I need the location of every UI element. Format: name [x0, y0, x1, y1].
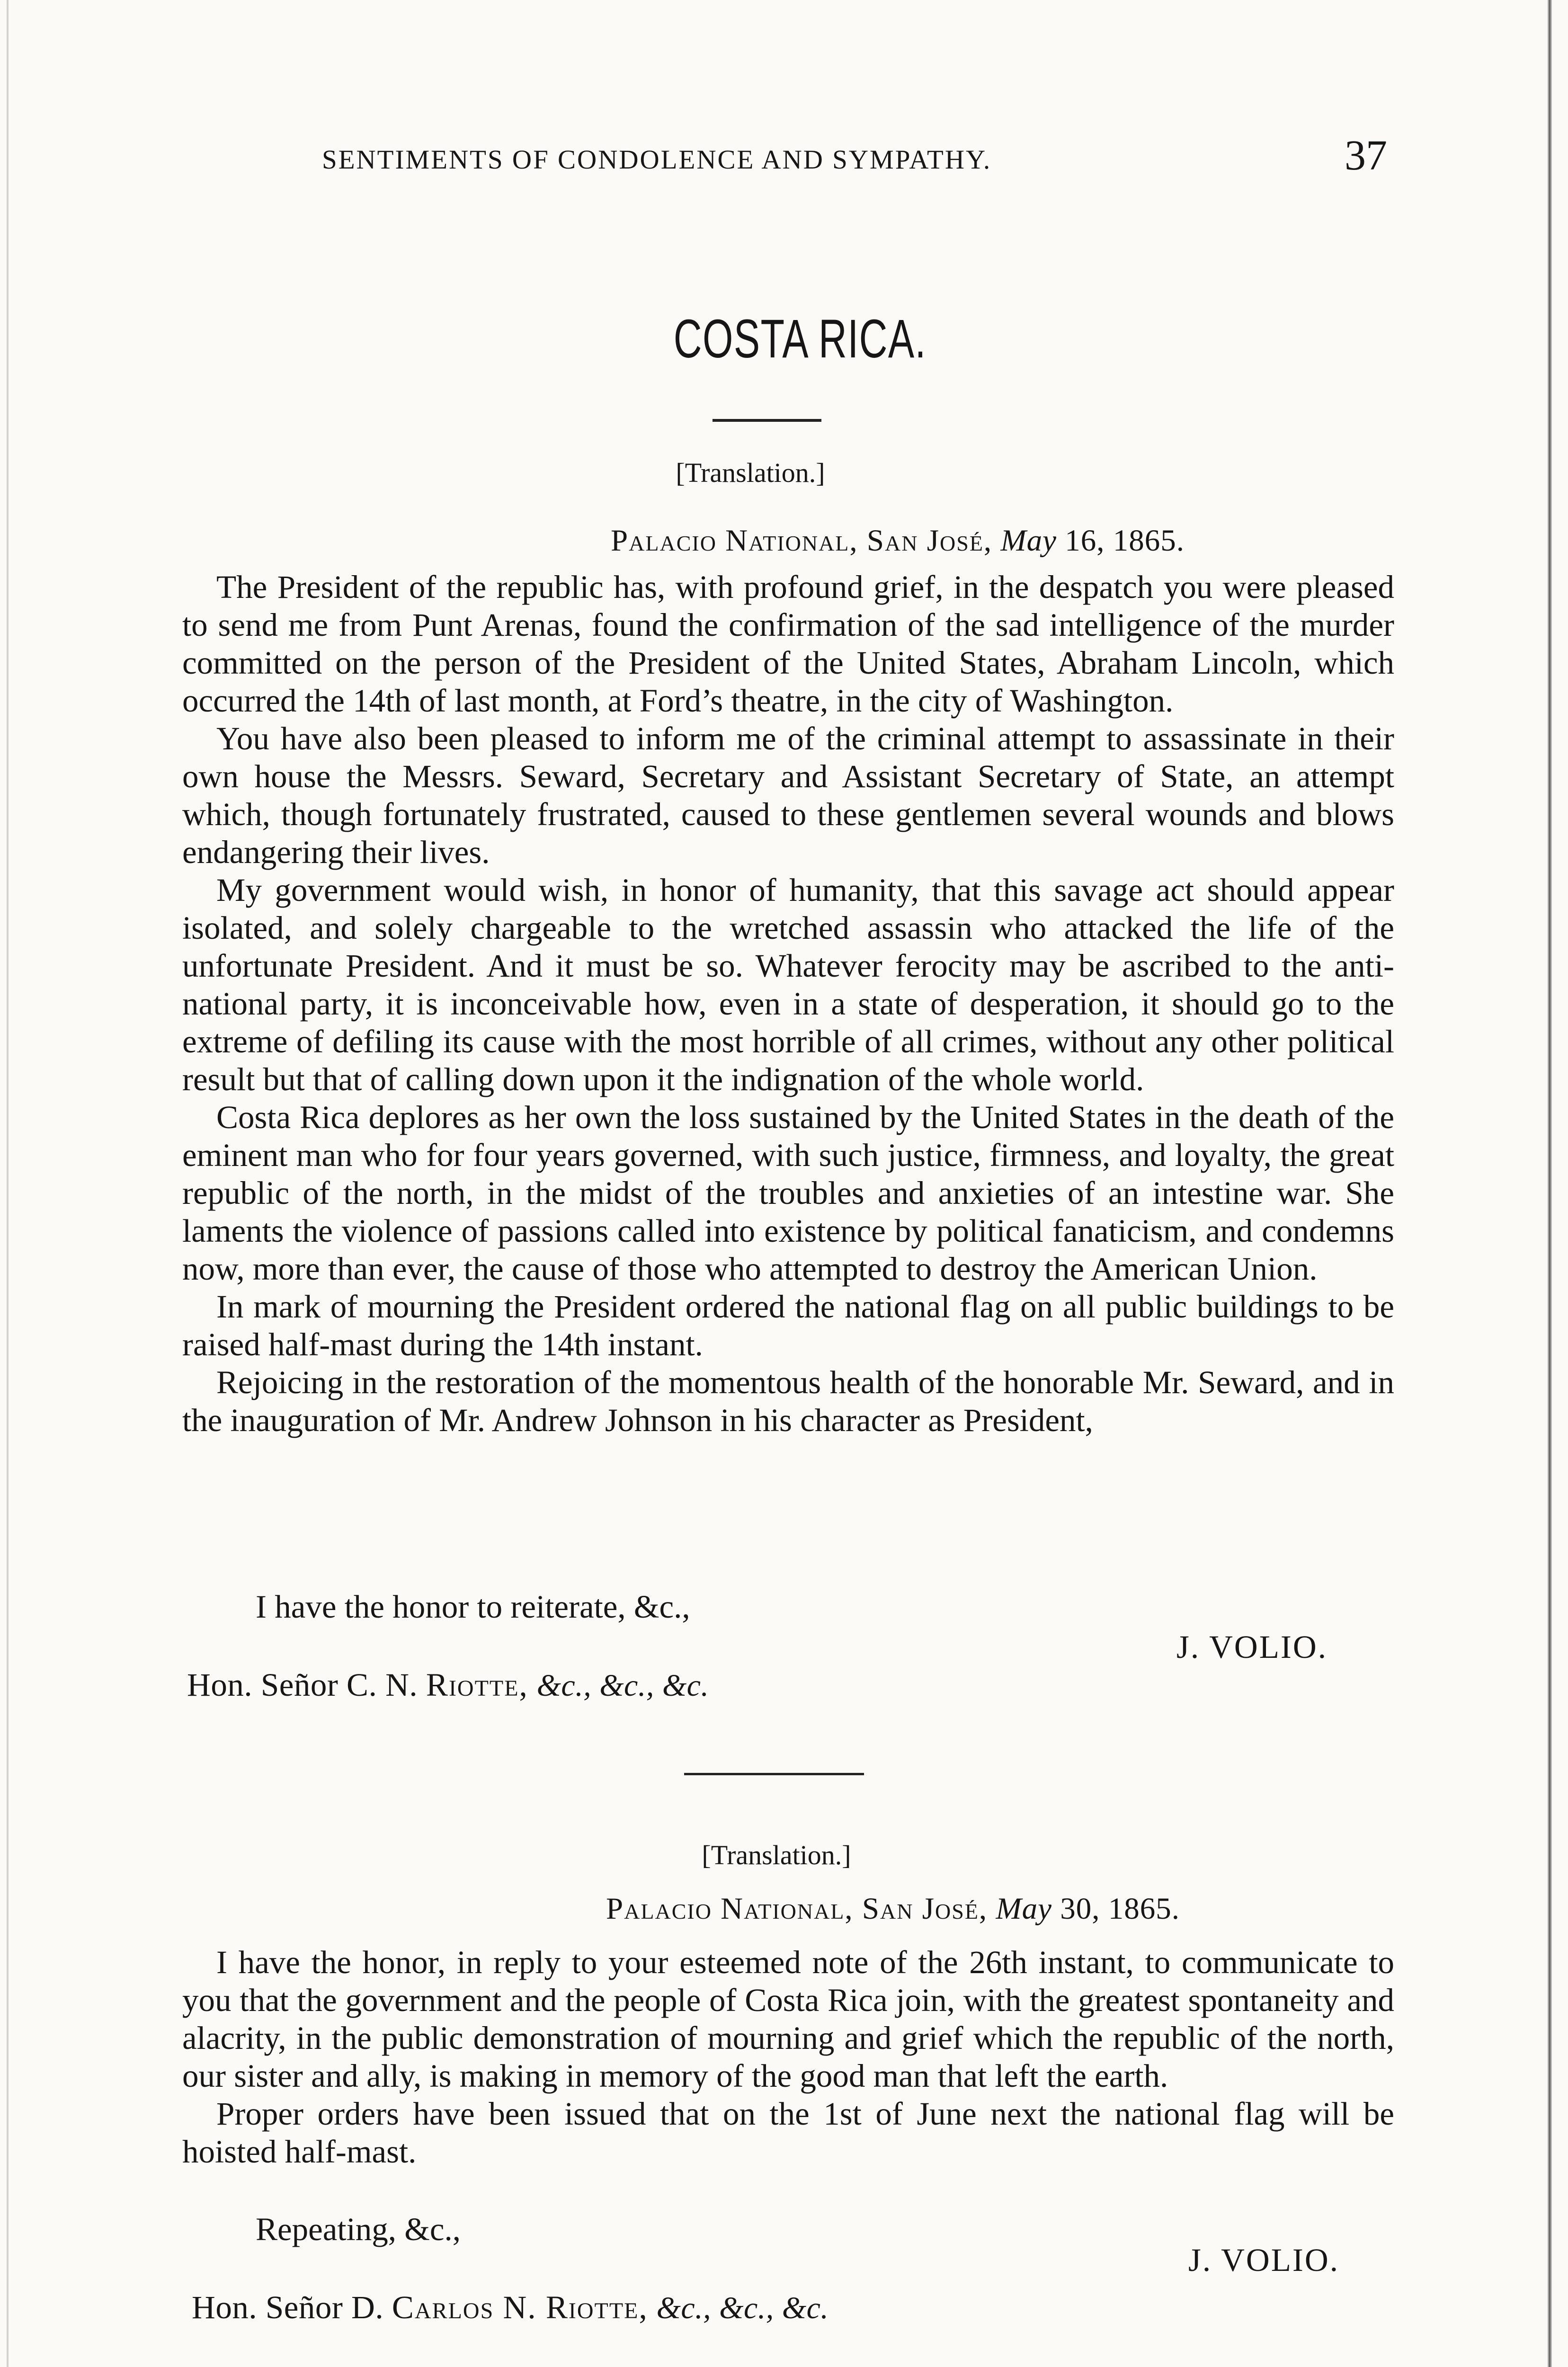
- letter-one-dateline: [611, 523, 1185, 559]
- letter-one-day-year: 16, 1865.: [1065, 524, 1185, 558]
- letter-two-day-year: 30, 1865.: [1060, 1892, 1180, 1926]
- letter-one-month: May: [1000, 524, 1057, 558]
- letter-two-addressee-name: Carlos N. Riotte,: [392, 2289, 648, 2325]
- letter-one-paragraph: The President of the republic has, with profound grief, in the despatch you were pleased to send me from Punt Arenas, found the confirmation of the sad intelligence of the murder committed on the person of the President of the United States, Abraham Lincoln, which occurred the 14th of last month, at Ford’s theatre, in the city of Washington.: [182, 569, 1394, 719]
- section-title: COSTA RICA.: [673, 309, 927, 369]
- letter-two-addressee-prefix: Hon. Señor D.: [192, 2289, 384, 2325]
- letter-one-paragraph: In mark of mourning the President ordered the national flag on all public buildings to be raised half-mast during the 14th instant.: [182, 1289, 1394, 1362]
- letter-one-signature: J. VOLIO.: [1176, 1629, 1327, 1665]
- letter-one-addressee-prefix: Hon. Señor C. N.: [187, 1667, 418, 1703]
- letter-one-place: Palacio National, San José,: [611, 524, 993, 558]
- page-left-edge: [7, 0, 9, 2367]
- letter-two-signature: J. VOLIO.: [1188, 2242, 1339, 2278]
- letter-two-paragraph: I have the honor, in reply to your esteemed note of the 26th instant, to communicate to you that the government and the people of Costa Rica join, with the greatest spontaneity and alacrity, in the public demonstration of mourning and grief which the republic of the north, our sister and ally, is making in memory of the good man that left the earth.: [182, 1944, 1394, 2094]
- page-right-edge: [1547, 0, 1552, 2367]
- letter-divider: [684, 1773, 864, 1775]
- title-divider: [713, 419, 821, 422]
- letter-one-addressee-etc: &c., &c., &c.: [536, 1668, 709, 1703]
- letter-one-addressee-name: Riotte,: [426, 1667, 528, 1703]
- letter-one-closing: I have the honor to reiterate, &c.,: [256, 1589, 690, 1625]
- page-header: [322, 132, 1387, 182]
- letter-two-translation-note: [Translation.]: [702, 1840, 851, 1870]
- letter-two-month: May: [996, 1892, 1052, 1926]
- letter-two-paragraph: Proper orders have been issued that on the 1st of June next the national flag will be hoisted half-mast.: [182, 2096, 1394, 2170]
- letter-two-closing: Repeating, &c.,: [256, 2211, 461, 2247]
- letter-one-body: [182, 568, 1394, 1439]
- page-number: 37: [1345, 132, 1387, 179]
- letter-two-dateline: [606, 1891, 1180, 1927]
- letter-one-paragraph: Rejoicing in the restoration of the momentous health of the honorable Mr. Seward, and in the inauguration of Mr. Andrew Johnson in his character as President,: [182, 1364, 1394, 1438]
- letter-one-addressee: [187, 1666, 709, 1704]
- letter-one-paragraph: My government would wish, in honor of humanity, that this savage act should appear isolated, and solely chargeable to the wretched assassin who attacked the life of the unfortunate President. And it must be so. Whatever ferocity may be ascribed to the anti-national party, it is inconceivable how, even in a state of desperation, it should go to the extreme of defiling its cause with the most horrible of all crimes, without any other political result but that of calling down upon it the indignation of the whole world.: [182, 872, 1394, 1097]
- letter-two-addressee-etc: &c., &c., &c.: [656, 2291, 829, 2325]
- letter-two-body: [182, 1943, 1394, 2171]
- running-head: SENTIMENTS OF CONDOLENCE AND SYMPATHY.: [322, 145, 992, 175]
- letter-one-paragraph: You have also been pleased to inform me of the criminal attempt to assassinate in their own house the Messrs. Seward, Secretary and Assistant Secretary of State, an attempt which, though fortunately frustrated, caused to these gentlemen several wounds and blows endangering their lives.: [182, 721, 1394, 870]
- letter-two-place: Palacio National, San José,: [606, 1892, 988, 1926]
- letter-two-addressee: [192, 2289, 829, 2326]
- letter-one-paragraph: Costa Rica deplores as her own the loss sustained by the United States in the death of the eminent man who for four years governed, with such justice, firmness, and loyalty, the great republic of the north, in the midst of the troubles and anxieties of an intestine war. She laments the violence of passions called into existence by political fanaticism, and condemns now, more than ever, the cause of those who attempted to destroy the American Union.: [182, 1099, 1394, 1287]
- letter-one-translation-note: [Translation.]: [676, 457, 825, 488]
